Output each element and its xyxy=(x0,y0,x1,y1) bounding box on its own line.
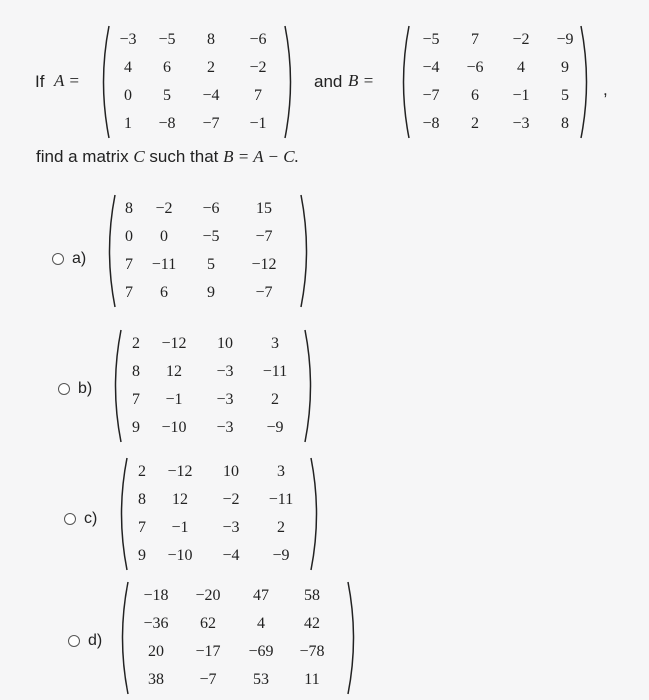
matrix-cell: −7 xyxy=(202,115,220,132)
left-parenthesis xyxy=(116,580,130,696)
right-parenthesis xyxy=(309,456,323,572)
matrix-cell: 8 xyxy=(561,115,569,132)
matrix-cell: 0 xyxy=(160,228,168,245)
right-parenthesis xyxy=(283,24,297,140)
matrix-cell: 3 xyxy=(271,335,279,352)
left-parenthesis xyxy=(97,24,111,140)
matrix-row xyxy=(411,82,587,110)
matrix-row xyxy=(411,54,587,82)
matrix-cell: −36 xyxy=(143,615,169,632)
matrix-cell: −1 xyxy=(249,115,267,132)
prompt-mid: such that xyxy=(149,147,219,166)
option-a-matrix xyxy=(103,193,313,309)
matrix-cell: −7 xyxy=(422,87,440,104)
left-parenthesis xyxy=(397,24,411,140)
matrix-cell: 5 xyxy=(207,256,215,273)
matrix-cell: −12 xyxy=(167,463,193,480)
option-d-matrix xyxy=(116,580,360,696)
matrix-cell: 3 xyxy=(277,463,285,480)
matrix-row xyxy=(123,414,299,442)
matrix-cell: 7 xyxy=(125,284,133,301)
radio-circle-icon[interactable] xyxy=(52,253,64,265)
matrix-cell: −2 xyxy=(512,31,530,48)
matrix-cell: 8 xyxy=(132,363,140,380)
matrix-cell: −18 xyxy=(143,587,169,604)
matrix-cell: −10 xyxy=(167,547,193,564)
matrix-row xyxy=(117,223,293,251)
matrix-cell: −3 xyxy=(216,391,234,408)
matrix-cell: 9 xyxy=(207,284,215,301)
matrix-cell: −3 xyxy=(119,31,137,48)
matrix-cell: −5 xyxy=(422,31,440,48)
matrix-row xyxy=(117,195,293,223)
radio-circle-icon[interactable] xyxy=(58,383,70,395)
matrix-cell: 7 xyxy=(125,256,133,273)
matrix-cell: −6 xyxy=(249,31,267,48)
prompt-prefix: find a matrix xyxy=(36,147,129,166)
option-c-radio[interactable] xyxy=(64,510,97,528)
matrix-cell: 8 xyxy=(125,200,133,217)
option-d-radio[interactable] xyxy=(68,632,102,650)
matrix-cell: −12 xyxy=(251,256,277,273)
left-parenthesis xyxy=(103,193,117,309)
matrix-cell: −3 xyxy=(512,115,530,132)
matrix-cell: 12 xyxy=(166,363,182,380)
matrix-cell: 6 xyxy=(471,87,479,104)
matrix-cell: 42 xyxy=(304,615,320,632)
matrix-cell: −2 xyxy=(222,491,240,508)
matrix-cell: 58 xyxy=(304,587,320,604)
matrix-a xyxy=(97,24,297,140)
matrix-cell: −7 xyxy=(255,284,273,301)
matrix-row xyxy=(123,330,299,358)
matrix-row xyxy=(111,110,283,138)
matrix-cell: −8 xyxy=(158,115,176,132)
matrix-cell: 8 xyxy=(207,31,215,48)
b-equals: B = xyxy=(348,71,375,90)
matrix-cell: −7 xyxy=(199,671,217,688)
matrix-row xyxy=(129,486,305,514)
matrix-cell: 2 xyxy=(138,463,146,480)
left-parenthesis xyxy=(109,328,123,444)
matrix-cell: −7 xyxy=(255,228,273,245)
matrix-row xyxy=(129,458,305,486)
matrix-cell: −2 xyxy=(249,59,267,76)
if-label: If xyxy=(35,72,45,91)
option-b-label: b) xyxy=(78,380,93,397)
matrix-row xyxy=(411,26,587,54)
matrix-row xyxy=(130,582,336,610)
matrix-cell: 0 xyxy=(124,87,132,104)
matrix-cell: 12 xyxy=(172,491,188,508)
matrix-cell: −3 xyxy=(222,519,240,536)
matrix-cell: 11 xyxy=(304,671,320,688)
matrix-cell: −2 xyxy=(155,200,173,217)
matrix-cell: 2 xyxy=(207,59,215,76)
radio-circle-icon[interactable] xyxy=(64,513,76,525)
matrix-cell: 53 xyxy=(253,671,269,688)
matrix-cell: −5 xyxy=(158,31,176,48)
matrix-b xyxy=(397,24,593,140)
matrix-cell: 2 xyxy=(271,391,279,408)
prompt-equation: B = A − C. xyxy=(223,147,299,166)
matrix-cell: 6 xyxy=(163,59,171,76)
comma: , xyxy=(603,80,608,99)
matrix-cell: 8 xyxy=(138,491,146,508)
matrix-row xyxy=(111,54,283,82)
prompt xyxy=(36,147,299,167)
right-parenthesis xyxy=(299,193,313,309)
matrix-cell: −9 xyxy=(272,547,290,564)
matrix-cell: 47 xyxy=(253,587,269,604)
matrix-cell: 7 xyxy=(132,391,140,408)
matrix-cell: −1 xyxy=(165,391,183,408)
matrix-row xyxy=(111,82,283,110)
matrix-row xyxy=(123,358,299,386)
matrix-row xyxy=(130,610,336,638)
matrix-cell: −10 xyxy=(161,419,187,436)
option-b-matrix xyxy=(109,328,317,444)
option-b-radio[interactable] xyxy=(58,380,92,398)
matrix-cell: 38 xyxy=(148,671,164,688)
matrix-cell: 9 xyxy=(138,547,146,564)
matrix-cell: 20 xyxy=(148,643,164,660)
matrix-cell: −4 xyxy=(202,87,220,104)
matrix-cell: 6 xyxy=(160,284,168,301)
matrix-cell: 7 xyxy=(254,87,262,104)
matrix-cell: 1 xyxy=(124,115,132,132)
matrix-cell: −4 xyxy=(222,547,240,564)
matrix-row xyxy=(111,26,283,54)
matrix-cell: −78 xyxy=(299,643,325,660)
right-parenthesis xyxy=(346,580,360,696)
matrix-cell: 10 xyxy=(217,335,233,352)
matrix-cell: 2 xyxy=(132,335,140,352)
matrix-cell: 5 xyxy=(163,87,171,104)
matrix-cell: −3 xyxy=(216,419,234,436)
matrix-cell: −11 xyxy=(151,256,177,273)
matrix-cell: −8 xyxy=(422,115,440,132)
option-d-label: d) xyxy=(88,632,103,649)
matrix-cell: 4 xyxy=(517,59,525,76)
matrix-cell: 4 xyxy=(124,59,132,76)
matrix-row xyxy=(130,666,336,694)
matrix-row xyxy=(123,386,299,414)
matrix-row xyxy=(117,251,293,279)
matrix-cell: −5 xyxy=(202,228,220,245)
matrix-cell: −1 xyxy=(171,519,189,536)
radio-circle-icon[interactable] xyxy=(68,635,80,647)
matrix-cell: −6 xyxy=(466,59,484,76)
option-c-label: c) xyxy=(84,510,98,527)
matrix-cell: 4 xyxy=(257,615,265,632)
matrix-cell: −20 xyxy=(195,587,221,604)
matrix-cell: 7 xyxy=(138,519,146,536)
matrix-row xyxy=(411,110,587,138)
matrix-cell: 0 xyxy=(125,228,133,245)
left-parenthesis xyxy=(115,456,129,572)
matrix-row xyxy=(117,279,293,307)
option-c-matrix xyxy=(115,456,323,572)
matrix-cell: −3 xyxy=(216,363,234,380)
matrix-row xyxy=(130,638,336,666)
matrix-cell: −12 xyxy=(161,335,187,352)
matrix-cell: 7 xyxy=(471,31,479,48)
matrix-cell: 2 xyxy=(471,115,479,132)
matrix-cell: −9 xyxy=(266,419,284,436)
option-a-radio[interactable] xyxy=(52,250,86,268)
matrix-cell: 10 xyxy=(223,463,239,480)
matrix-cell: −1 xyxy=(512,87,530,104)
matrix-cell: −4 xyxy=(422,59,440,76)
right-parenthesis xyxy=(579,24,593,140)
matrix-row xyxy=(129,514,305,542)
prompt-c: C xyxy=(133,147,145,166)
matrix-cell: −9 xyxy=(556,31,574,48)
matrix-row xyxy=(129,542,305,570)
and-label: and xyxy=(314,72,343,91)
matrix-cell: −11 xyxy=(268,491,294,508)
matrix-cell: 9 xyxy=(132,419,140,436)
option-a-label: a) xyxy=(72,250,87,267)
matrix-cell: 15 xyxy=(256,200,272,217)
matrix-cell: −6 xyxy=(202,200,220,217)
matrix-cell: 9 xyxy=(561,59,569,76)
a-equals: A = xyxy=(54,71,80,90)
matrix-cell: −69 xyxy=(248,643,274,660)
matrix-cell: −11 xyxy=(262,363,288,380)
matrix-cell: 2 xyxy=(277,519,285,536)
matrix-cell: 62 xyxy=(200,615,216,632)
matrix-cell: −17 xyxy=(195,643,221,660)
matrix-cell: 5 xyxy=(561,87,569,104)
right-parenthesis xyxy=(303,328,317,444)
